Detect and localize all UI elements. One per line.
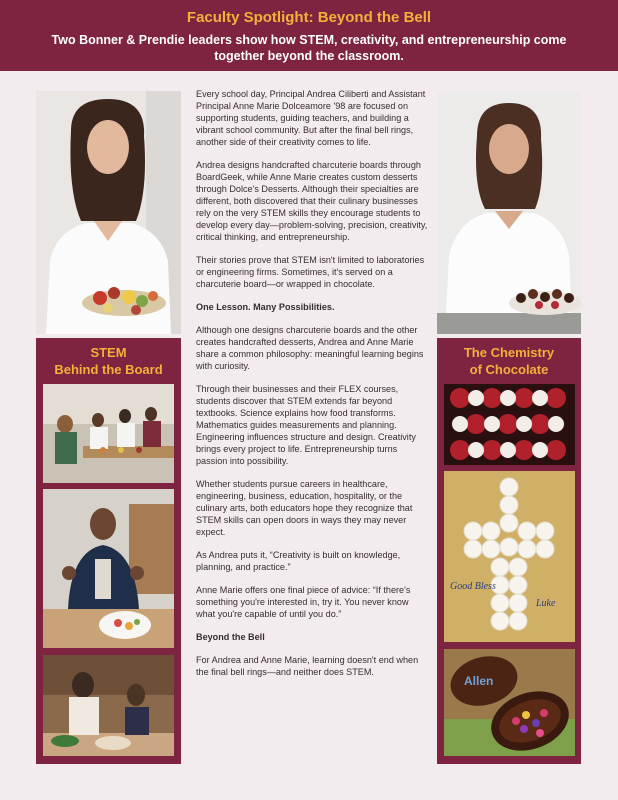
andrea-portrait-photo	[36, 91, 181, 334]
left-column-heading	[36, 344, 181, 378]
students-classroom-photo	[43, 384, 174, 483]
student-thumbs-up-photo	[43, 489, 174, 648]
right-heading-line2: of Chocolate	[469, 362, 549, 377]
cupcake-cross-photo	[444, 471, 575, 642]
article-paragraph-8: Anne Marie offers one final piece of advice: “If there's something you're interested in, try it. You never know what you're capable of until you do.”	[196, 585, 411, 619]
chocolate-egg-photo	[444, 649, 575, 756]
article-paragraph-3: Their stories prove that STEM isn't limited to laboratories or engineering firms. Sometimes, it's served on a charcuterie board—or wrapped in chocolate.	[196, 255, 425, 289]
left-heading-line2: Behind the Board	[54, 362, 163, 377]
cupcake-left-text: Good Bless	[450, 581, 496, 592]
left-heading-line1: STEM	[90, 345, 127, 360]
article-paragraph-2: Andrea designs handcrafted charcuterie boards through BoardGeek, while Anne Marie creates custom desserts through Dolce's Desserts. Although their specialties are different, both discovered that their culinary businesses rely on the very STEM skills they encourage students to develop every day—problem-solving, precision, creativity, critical thinking, and entrepreneurship.	[196, 160, 428, 242]
article-paragraph-7: As Andrea puts it, “Creativity is built on knowledge, planning, and practice.”	[196, 550, 401, 572]
page-subtitle: Two Bonner & Prendie leaders show how STEM, creativity, and entrepreneurship come together beyond the classroom.	[51, 33, 567, 63]
chocolate-cakes-photo	[444, 384, 575, 465]
cupcake-right-text: Luke	[536, 598, 556, 609]
section-heading-one-lesson: One Lesson. Many Possibilities.	[196, 302, 335, 312]
page-title: Faculty Spotlight: Beyond the Bell	[186, 9, 432, 26]
article-paragraph-1: Every school day, Principal Andrea Ciliberti and Assistant Principal Anne Marie Dolceamore '98 are focused on supporting students, guiding teachers, and building a vibrant school community. But after the final bell rings, another side of their creativity comes to life.	[196, 89, 426, 147]
vintage-kitchen-photo	[43, 655, 174, 756]
page-header	[0, 0, 618, 71]
article-paragraph-6: Whether students pursue careers in healthcare, engineering, business, education, hospitality, or the culinary arts, both educators hope they recognize that STEM skills can open doors in ways they may never expect.	[196, 479, 413, 537]
article-paragraph-4: Although one designs charcuterie boards and the other creates handcrafted desserts, Andrea and Anne Marie share a common philosophy: meaningful learning begins with curiosity.	[196, 325, 424, 371]
anne-marie-portrait-photo	[437, 91, 581, 334]
right-column-heading	[437, 344, 581, 378]
egg-name-text: Allen	[464, 674, 494, 688]
article-paragraph-5: Through their businesses and their FLEX courses, students discover that STEM extends far beyond textbooks. Science explains how food transforms. Mathematics guides measurements and planning. Engineering influences structure and design. Creativity brings every project to life. Entrepreneurship turns passion into possibility.	[196, 384, 416, 466]
section-heading-beyond-the-bell: Beyond the Bell	[196, 632, 265, 642]
right-heading-line1: The Chemistry	[463, 345, 555, 360]
article-body	[196, 88, 428, 689]
article-paragraph-9: For Andrea and Anne Marie, learning doesn't end when the final bell rings—and neither does STEM.	[196, 655, 419, 677]
